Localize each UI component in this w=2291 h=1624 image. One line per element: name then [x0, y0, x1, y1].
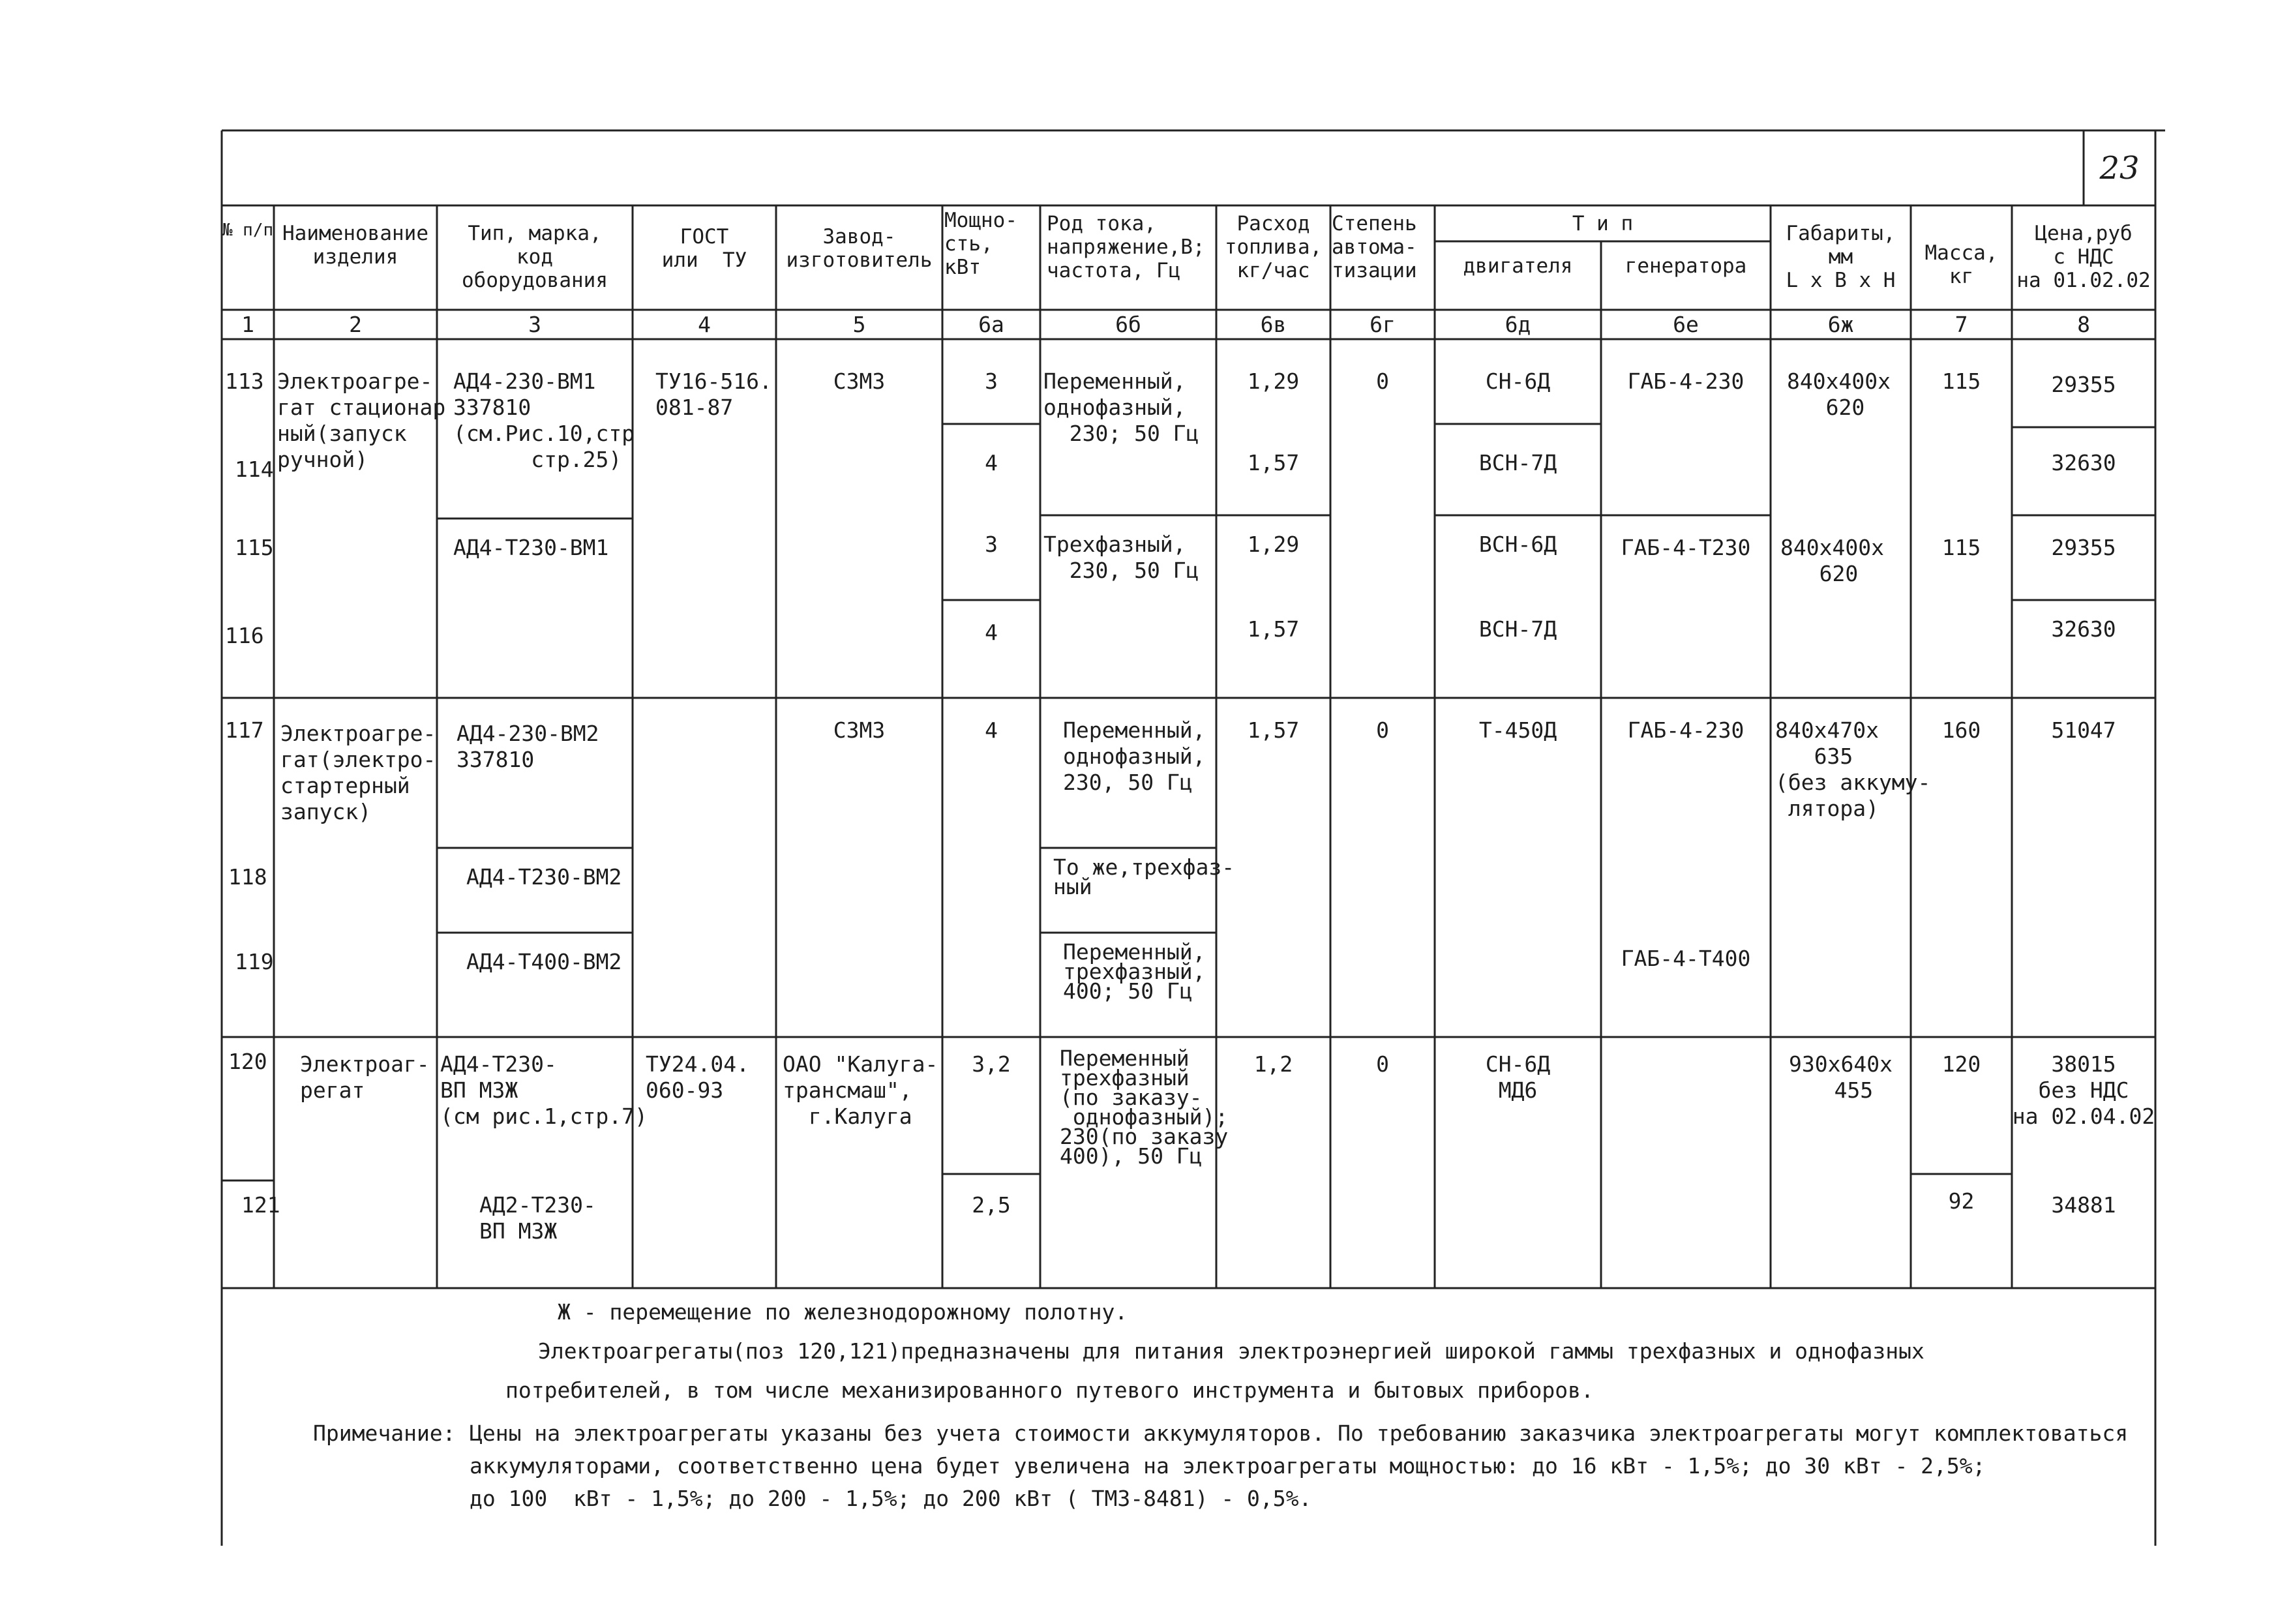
row121-price: 34881 [2051, 1192, 2116, 1218]
row120-gost: ТУ24.04. 060-93 [646, 1051, 749, 1103]
row120-code: АД4-Т230- ВП МЗЖ (см рис.1,стр.7) [440, 1051, 648, 1129]
colnum-8: 8 [2077, 312, 2090, 337]
colnum-2: 2 [349, 312, 362, 337]
row116-price: 32630 [2051, 616, 2116, 642]
colnum-6d: 6д [1505, 312, 1531, 337]
colnum-6b: 6б [1115, 312, 1141, 337]
header-dims: Габариты, мм L x B x H [1786, 222, 1896, 292]
row114-power: 4 [985, 450, 998, 475]
row116-num: 116 [225, 623, 264, 648]
row117-power: 4 [985, 717, 998, 743]
row117-num: 117 [225, 717, 264, 743]
row116-engine: ВСН-7Д [1478, 616, 1557, 642]
row114-fuel: 1,57 [1247, 450, 1300, 475]
row120-name: Электроаг- регат [300, 1051, 430, 1103]
row120-maker: ОАО "Калуга- трансмаш", г.Калуга [783, 1051, 938, 1129]
row116-power: 4 [985, 620, 998, 645]
row120-price: 38015 без НДС на 02.04.02 [2012, 1051, 2155, 1129]
row120-current: Переменный трехфазный (по заказу- однофазный); 230(по заказу 400), 50 Гц [1060, 1045, 1229, 1169]
row121-mass: 92 [1948, 1188, 1975, 1214]
row113-num: 113 [225, 368, 264, 394]
colnum-6g: 6г [1370, 312, 1396, 337]
row115-generator: ГАБ-4-Т230 [1621, 535, 1751, 560]
row114-engine: ВСН-7Д [1478, 450, 1557, 475]
row119-current: Переменный, трехфазный, 400; 50 Гц [1063, 939, 1206, 1004]
header-generator: генератора [1625, 254, 1747, 278]
row117-automation: 0 [1376, 717, 1389, 743]
row115-current: Трехфазный, 230, 50 Гц [1043, 532, 1199, 583]
header-mass: Масса, кг [1924, 241, 1998, 288]
colnum-1: 1 [241, 312, 254, 337]
header-power: Мощно- сть, кВт [944, 209, 1017, 279]
row120-automation: 0 [1376, 1051, 1389, 1077]
row113-engine: СН-6Д [1485, 368, 1551, 394]
header-name: Наименование изделия [282, 222, 428, 269]
row118-num: 118 [228, 864, 267, 890]
header-price: Цена,руб с НДС на 01.02.02 [2016, 222, 2151, 292]
row119-num: 119 [235, 949, 274, 974]
row115-engine: ВСН-6Д [1478, 532, 1557, 557]
row113-automation: 0 [1376, 368, 1389, 394]
header-automation: Степень автома- тизации [1332, 212, 1417, 282]
row117-fuel: 1,57 [1247, 717, 1300, 743]
row113-generator: ГАБ-4-230 [1627, 368, 1744, 394]
row113-current: Переменный, однофазный, 230; 50 Гц [1043, 368, 1199, 446]
row115-power: 3 [985, 532, 998, 557]
header-fuel: Расход топлива, кг/час [1224, 212, 1323, 282]
note-label: Примечание: [313, 1421, 456, 1446]
row119-code: АД4-Т400-ВМ2 [466, 949, 622, 974]
row113-name: Электроагре- гат стационар ный(запуск ручной) [277, 368, 446, 472]
row117-name: Электроагре- гат(электро- стартерный запуск) [280, 721, 436, 824]
row117-dims: 840x470x 635 (без аккуму- лятора) [1775, 717, 1931, 821]
row115-dims: 840x400x 620 [1780, 535, 1884, 586]
row115-num: 115 [235, 535, 274, 560]
row113-mass: 115 [1941, 368, 1981, 394]
row115-fuel: 1,29 [1247, 532, 1300, 557]
row121-num: 121 [241, 1192, 280, 1218]
row117-price: 51047 [2051, 717, 2116, 743]
row119-generator: ГАБ-4-Т400 [1621, 946, 1751, 971]
row113-gost: ТУ16-516. 081-87 [655, 368, 772, 420]
note-line-2: аккумуляторами, соответственно цена будет увеличена на электроагрегаты мощностью: до 16 кВт - 1,5%; до 30 кВт - 2,5%; [470, 1453, 1986, 1479]
row113-power: 3 [985, 368, 998, 394]
header-engine: двигателя [1463, 254, 1573, 278]
page-number: 23 [2099, 150, 2140, 187]
row114-price: 32630 [2051, 450, 2116, 475]
purpose-line-1: Электроагрегаты(поз 120,121)предназначены для питания электроэнергией широкой гаммы трехфазных и однофазных [538, 1338, 1924, 1364]
row113-fuel: 1,29 [1247, 368, 1300, 394]
row120-engine: СН-6Д МД6 [1485, 1051, 1551, 1103]
row120-fuel: 1,2 [1253, 1051, 1293, 1077]
row120-mass: 120 [1941, 1051, 1981, 1077]
colnum-6e: 6е [1673, 312, 1699, 337]
row114-num: 114 [235, 457, 274, 482]
row117-code: АД4-230-ВМ2 337810 [457, 721, 599, 772]
footnote: Ж - перемещение по железнодорожному полотну. [558, 1299, 1128, 1325]
row113-maker: СЗМЗ [833, 368, 886, 394]
row115-mass: 115 [1941, 535, 1981, 560]
colnum-3: 3 [528, 312, 541, 337]
colnum-6zh: 6ж [1827, 312, 1854, 337]
header-type: Т и п [1572, 212, 1634, 235]
header-current: Род тока, напряжение,В; частота, Гц [1047, 212, 1205, 282]
purpose-line-2: потребителей, в том числе механизированного путевого инструмента и бытовых приборов. [505, 1377, 1594, 1403]
colnum-6v: 6в [1260, 312, 1287, 337]
row117-engine: Т-450Д [1478, 717, 1557, 743]
row115-code: АД4-Т230-ВМ1 [453, 535, 609, 560]
header-num: № п/п [222, 220, 274, 240]
row116-fuel: 1,57 [1247, 616, 1300, 642]
colnum-4: 4 [698, 312, 711, 337]
colnum-5: 5 [852, 312, 866, 337]
row117-mass: 160 [1941, 717, 1981, 743]
colnum-6a: 6а [978, 312, 1004, 337]
row121-power: 2,5 [972, 1192, 1011, 1218]
header-code: Тип, марка, код оборудования [462, 222, 608, 292]
row118-code: АД4-Т230-ВМ2 [466, 864, 622, 890]
row120-dims: 930x640x 455 [1789, 1051, 1893, 1103]
row117-current: Переменный, однофазный, 230, 50 Гц [1063, 717, 1206, 795]
row121-code: АД2-Т230- ВП МЗЖ [479, 1192, 596, 1244]
row118-current: То же,трехфаз- ный [1053, 854, 1235, 899]
header-gost: ГОСТ или ТУ [661, 225, 747, 272]
row113-code: АД4-230-ВМ1 337810 (см.Рис.10,стр стр.25) [453, 368, 635, 472]
row113-dims: 840x400x 620 [1787, 368, 1891, 420]
row113-price: 29355 [2051, 372, 2116, 397]
row120-num: 120 [228, 1049, 267, 1074]
colnum-7: 7 [1954, 312, 1968, 337]
note-line-1: Цены на электроагрегаты указаны без учета стоимости аккумуляторов. По требованию заказчика электроагрегаты могут комплектоваться [470, 1421, 2129, 1446]
row120-power: 3,2 [972, 1051, 1011, 1077]
row117-maker: СЗМЗ [833, 717, 886, 743]
row115-price: 29355 [2051, 535, 2116, 560]
note-line-3: до 100 кВт - 1,5%; до 200 - 1,5%; до 200 кВт ( ТМЗ-8481) - 0,5%. [470, 1486, 1312, 1511]
row117-generator: ГАБ-4-230 [1627, 717, 1744, 743]
header-maker: Завод- изготовитель [786, 225, 933, 272]
